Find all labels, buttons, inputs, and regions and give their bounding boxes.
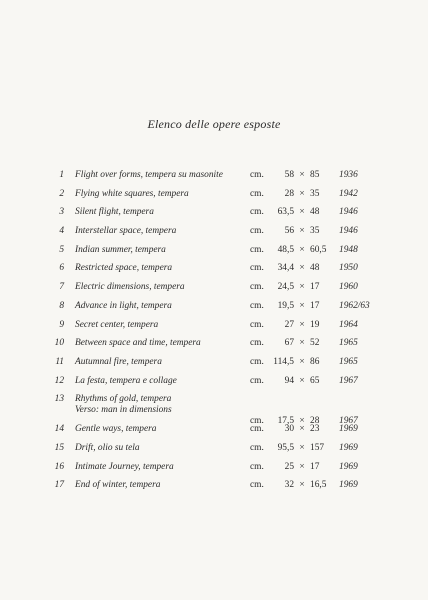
work-number: 11 <box>55 356 64 367</box>
work-width: 95,5 <box>277 442 294 453</box>
work-title <box>75 189 189 200</box>
work-height: 85 <box>310 170 320 180</box>
work-unit: cm. <box>250 356 264 367</box>
work-height: 35 <box>310 188 320 199</box>
work-height: 157 <box>310 442 325 453</box>
work-height: 28 <box>310 416 320 427</box>
work-title <box>75 357 162 368</box>
work-number: 4 <box>59 226 64 237</box>
work-title <box>75 170 223 181</box>
work-unit: cm. <box>250 226 264 237</box>
work-number: 17 <box>54 480 64 491</box>
work-row <box>0 394 428 427</box>
work-height: 52 <box>310 338 320 349</box>
work-width: 114,5 <box>273 356 294 367</box>
dimension-separator: × <box>299 207 305 218</box>
work-year: 1936 <box>339 170 358 180</box>
dimension-separator: × <box>299 244 305 255</box>
work-unit: cm. <box>250 416 264 427</box>
dimension-separator: × <box>299 424 305 435</box>
dimension-separator: × <box>299 338 305 349</box>
work-title <box>75 462 174 473</box>
dimension-separator: × <box>299 356 305 367</box>
work-title-line: Advance in light, tempera <box>75 300 172 311</box>
work-row <box>0 282 428 301</box>
work-width: 63,5 <box>277 207 294 218</box>
work-year: 1946 <box>339 207 358 218</box>
work-unit: cm. <box>250 300 264 311</box>
work-title-line: Drift, olio su tela <box>75 442 140 453</box>
work-title-line: End of winter, tempera <box>75 480 161 491</box>
work-title-line: Autumnal fire, tempera <box>75 356 162 367</box>
work-number: 9 <box>59 319 64 330</box>
work-width: 19,5 <box>277 300 294 311</box>
work-title <box>75 245 166 256</box>
work-title-line: Between space and time, tempera <box>75 338 201 349</box>
work-title <box>75 263 172 274</box>
dimension-separator: × <box>299 375 305 386</box>
work-unit: cm. <box>250 338 264 349</box>
work-width: 24,5 <box>277 282 294 293</box>
work-title-line: Electric dimensions, tempera <box>75 282 185 293</box>
work-title-line: Secret center, tempera <box>75 319 159 330</box>
dimension-separator: × <box>299 461 305 472</box>
work-unit: cm. <box>250 319 264 330</box>
work-title <box>75 480 160 491</box>
work-width: 32 <box>284 480 294 491</box>
work-title-line: Interstellar space, tempera <box>75 226 177 237</box>
work-year: 1969 <box>339 442 358 453</box>
work-unit: cm. <box>250 207 264 218</box>
work-unit: cm. <box>250 188 264 199</box>
work-height: 86 <box>310 356 320 367</box>
work-title <box>75 394 172 416</box>
work-title <box>75 424 157 435</box>
work-year: 1950 <box>339 263 358 274</box>
work-row <box>0 207 428 226</box>
work-unit: cm. <box>250 424 264 435</box>
work-width: 27 <box>284 319 294 330</box>
work-unit: cm. <box>250 480 264 491</box>
work-year: 1942 <box>339 188 358 199</box>
work-number: 1 <box>59 170 64 180</box>
work-unit: cm. <box>250 375 264 386</box>
work-title <box>75 207 154 218</box>
work-row <box>0 357 428 376</box>
work-height: 17 <box>310 300 320 311</box>
work-title-line: La festa, tempera e collage <box>75 375 177 386</box>
work-title <box>75 443 140 454</box>
work-number: 2 <box>59 188 64 199</box>
work-number: 6 <box>59 263 64 274</box>
work-year: 1969 <box>339 424 358 435</box>
work-width: 94 <box>284 375 294 386</box>
work-year: 1969 <box>339 480 358 491</box>
work-height: 35 <box>310 226 320 237</box>
work-row <box>0 443 428 462</box>
work-title-line: Indian summer, tempera <box>75 244 166 255</box>
work-row <box>0 480 428 499</box>
work-title <box>75 282 185 293</box>
dimension-separator: × <box>299 226 305 237</box>
dimension-separator: × <box>299 188 305 199</box>
work-height: 17 <box>310 461 320 472</box>
work-width: 48,5 <box>277 244 294 255</box>
work-width: 56 <box>284 226 294 237</box>
work-row <box>0 170 428 189</box>
work-title-line: Restricted space, tempera <box>75 263 173 274</box>
work-unit: cm. <box>250 244 264 255</box>
work-number: 10 <box>54 338 64 349</box>
dimension-separator: × <box>299 319 305 330</box>
work-year: 1967 <box>339 375 358 386</box>
work-number: 5 <box>59 244 64 255</box>
work-number: 8 <box>59 300 64 311</box>
work-number: 16 <box>54 461 64 472</box>
dimension-separator: × <box>299 480 305 491</box>
work-year: 1960 <box>339 282 358 293</box>
work-title-line-2: Verso: man in dimensions <box>75 405 172 416</box>
work-width: 17,5 <box>277 416 294 427</box>
work-row <box>0 189 428 208</box>
works-list <box>0 170 428 499</box>
work-unit: cm. <box>250 442 264 453</box>
work-height: 19 <box>310 319 320 330</box>
dimension-separator: × <box>299 282 305 293</box>
work-row <box>0 424 428 443</box>
work-row <box>0 338 428 357</box>
dimension-separator: × <box>299 170 305 180</box>
work-title-line: Gentle ways, tempera <box>75 424 157 435</box>
work-year: 1965 <box>339 338 358 349</box>
work-row <box>0 245 428 264</box>
work-title-line: Flying white squares, tempera <box>75 188 189 199</box>
work-height: 23 <box>310 424 320 435</box>
work-year: 1946 <box>339 226 358 237</box>
work-row <box>0 462 428 481</box>
work-height: 60,5 <box>310 244 327 255</box>
work-year: 1969 <box>339 461 358 472</box>
work-width: 67 <box>284 338 294 349</box>
work-unit: cm. <box>250 282 264 293</box>
work-width: 30 <box>284 424 294 435</box>
work-year: 1962/63 <box>339 300 370 311</box>
work-width: 28 <box>284 188 294 199</box>
work-title <box>75 338 201 349</box>
work-row <box>0 226 428 245</box>
work-height: 48 <box>310 263 320 274</box>
work-width: 58 <box>284 170 294 180</box>
work-width: 34,4 <box>277 263 294 274</box>
work-title <box>75 226 176 237</box>
work-number: 13 <box>54 394 64 405</box>
work-row <box>0 301 428 320</box>
work-number: 12 <box>54 375 64 386</box>
work-number: 3 <box>59 207 64 218</box>
work-year: 1948 <box>339 244 358 255</box>
work-height: 16,5 <box>310 480 327 491</box>
work-title <box>75 376 177 387</box>
work-width: 25 <box>284 461 294 472</box>
work-row <box>0 376 428 395</box>
dimension-separator: × <box>299 416 305 427</box>
work-number: 14 <box>54 424 64 435</box>
work-number: 15 <box>54 442 64 453</box>
work-unit: cm. <box>250 461 264 472</box>
dimension-separator: × <box>299 300 305 311</box>
work-title-line: Silent flight, tempera <box>75 207 154 218</box>
dimension-separator: × <box>299 263 305 274</box>
work-title-line: Intimate Journey, tempera <box>75 461 174 472</box>
page-title: Elenco delle opere esposte <box>147 117 281 131</box>
work-height: 65 <box>310 375 320 386</box>
work-unit: cm. <box>250 170 264 180</box>
work-height: 17 <box>310 282 320 293</box>
work-title <box>75 320 158 331</box>
dimension-separator: × <box>299 442 305 453</box>
work-row <box>0 263 428 282</box>
work-title-line: Flight over forms, tempera su masonite <box>75 170 223 180</box>
work-year: 1964 <box>339 319 358 330</box>
work-title-line: Rhythms of gold, tempera <box>75 394 172 405</box>
work-row <box>0 320 428 339</box>
work-unit: cm. <box>250 263 264 274</box>
work-height: 48 <box>310 207 320 218</box>
work-year: 1965 <box>339 356 358 367</box>
work-number: 7 <box>59 282 64 293</box>
work-year: 1967 <box>339 416 358 427</box>
work-title <box>75 301 172 312</box>
